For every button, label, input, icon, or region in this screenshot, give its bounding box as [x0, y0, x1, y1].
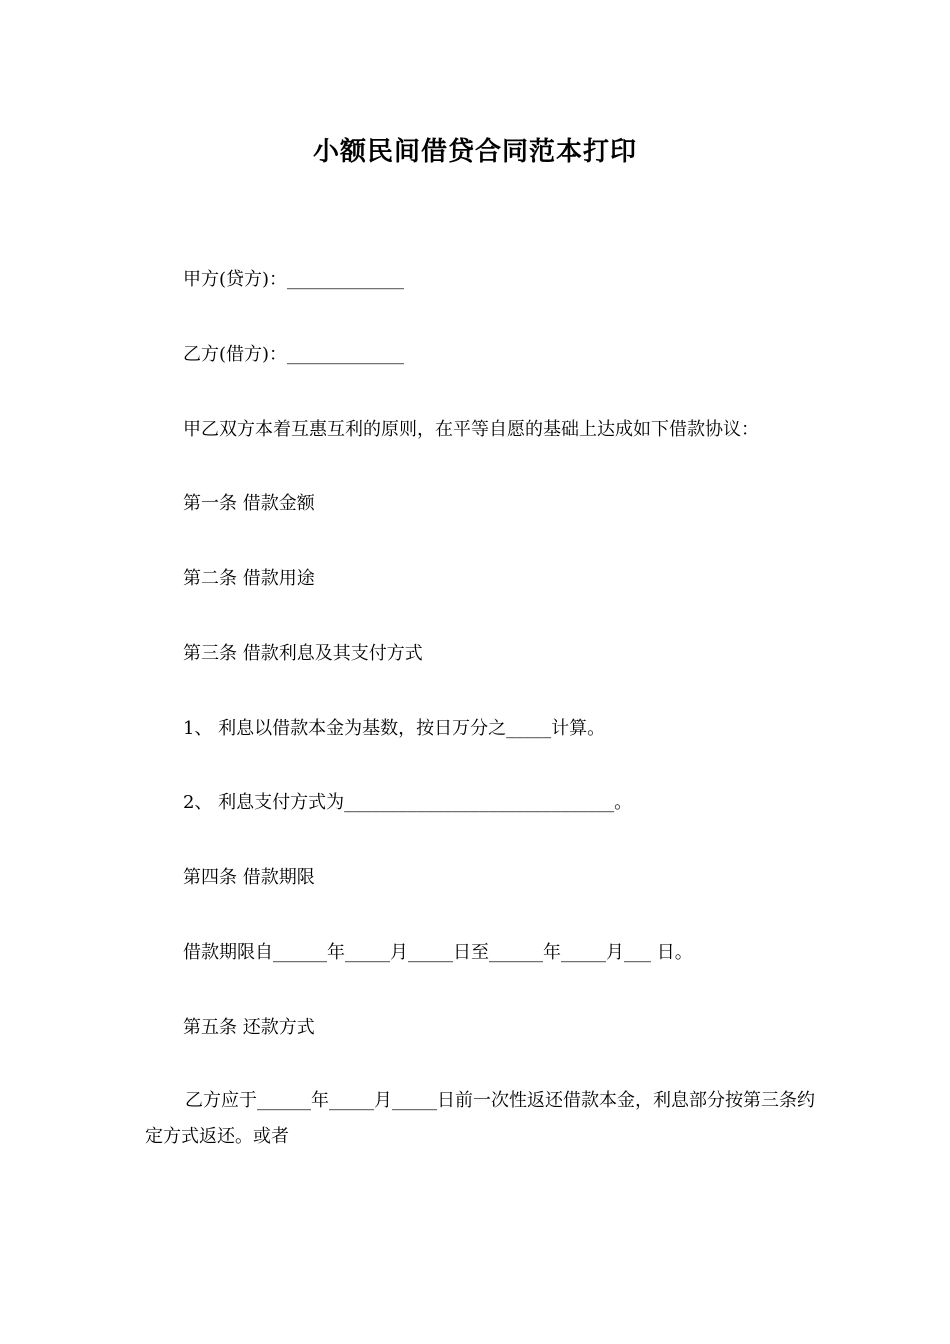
article-4-heading: 第四条 借款期限 [183, 867, 315, 888]
agreement-intro: 甲乙双方本着互惠互利的原则，在平等自愿的基础上达成如下借款协议： [183, 419, 759, 440]
repayment-paragraph: 乙方应于______年_____月_____日前一次性返还借款本金，利息部分按第三条约定方式返还。或者 [145, 1090, 815, 1147]
party-a-line: 甲方(贷方)：_____________ [183, 269, 405, 290]
interest-payment-clause: 2、 利息支付方式为______________________________。 [183, 792, 633, 813]
document-title: 小额民间借贷合同范本打印 [312, 137, 637, 167]
loan-term-clause: 借款期限自______年_____月_____日至______年_____月___ 日。 [183, 942, 693, 963]
article-3-heading: 第三条 借款利息及其支付方式 [183, 643, 423, 664]
article-1-heading: 第一条 借款金额 [183, 493, 315, 514]
article-5-heading: 第五条 还款方式 [183, 1017, 315, 1038]
article-2-heading: 第二条 借款用途 [183, 568, 315, 589]
interest-rate-clause: 1、 利息以借款本金为基数，按日万分之_____计算。 [183, 718, 606, 739]
party-b-line: 乙方(借方)：_____________ [183, 344, 405, 365]
